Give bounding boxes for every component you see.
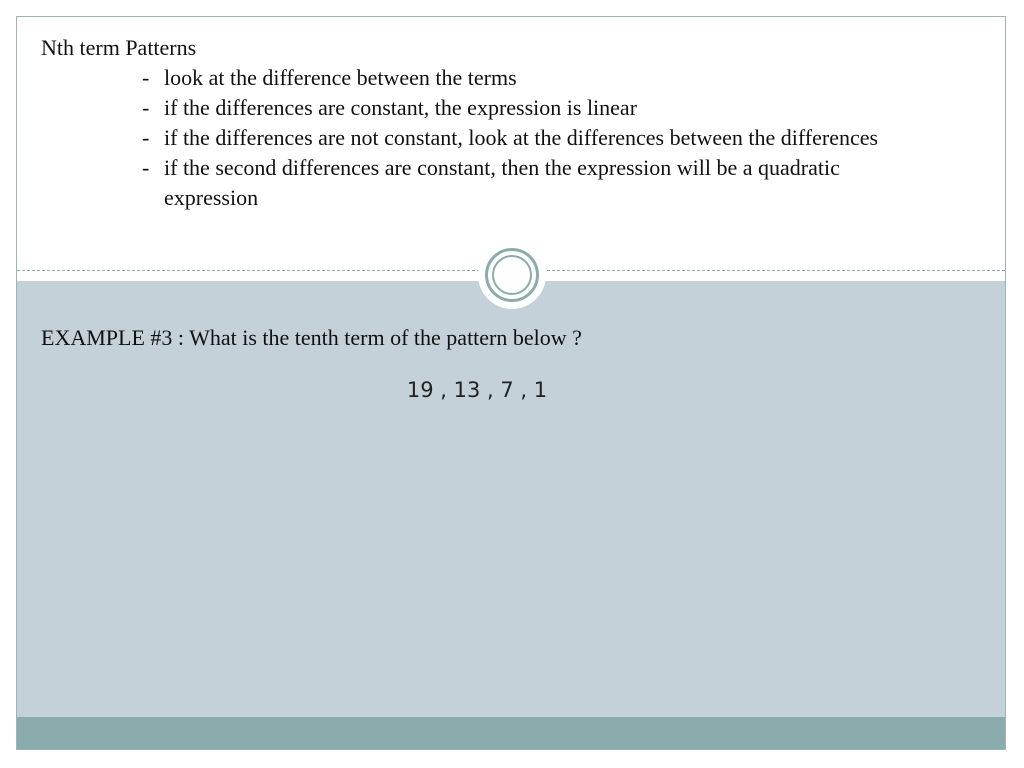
bullet-marker: - [142,95,150,120]
slide [16,16,1006,750]
bullet-item [142,93,954,123]
ornament-outer-ring [485,248,539,302]
bullet-item [142,63,954,93]
bullet-text: if the differences are constant, the expression is linear [164,95,638,120]
bullet-text: look at the difference between the terms [164,65,517,90]
bullet-item [142,123,934,153]
bullet-marker: - [142,65,150,90]
bullet-text: if the second differences are constant, then the expression will be a quadratic expression [164,155,840,210]
bullet-item [142,153,934,213]
bullet-marker: - [142,125,150,150]
example-question: EXAMPLE #3 : What is the tenth term of the pattern below ? [41,325,582,350]
footer-bar [17,717,1005,750]
ornament-inner-ring [492,255,532,295]
number-sequence: 19 , 13 , 7 , 1 [406,378,548,402]
bullet-marker: - [142,155,150,180]
bullet-list [142,63,954,213]
divider-ornament-icon [478,241,546,309]
content-panel-top [17,17,1005,271]
bullet-text: if the differences are not constant, look at the differences between the differences [164,125,879,150]
slide-heading: Nth term Patterns [41,35,197,60]
content-panel-bottom [17,281,1005,717]
